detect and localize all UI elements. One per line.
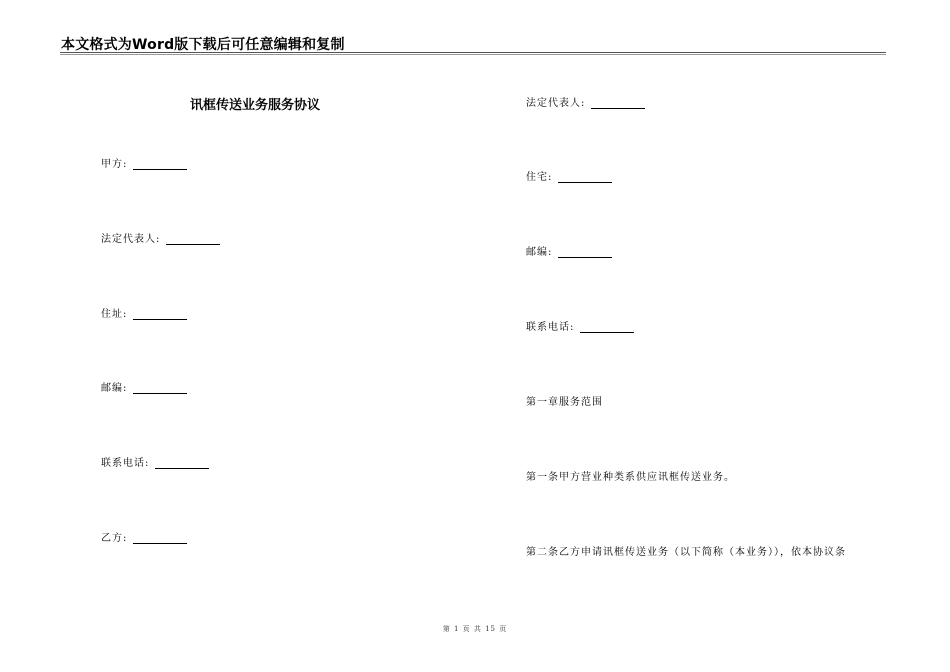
- field-label: 邮编:: [101, 383, 128, 394]
- blank-line: [133, 159, 187, 170]
- field-label: 联系电话:: [101, 458, 150, 469]
- field-label: 住宅:: [526, 172, 553, 183]
- header-rule: [60, 52, 886, 55]
- blank-line: [133, 533, 187, 544]
- blank-line: [133, 309, 187, 320]
- field-residence-b: [526, 168, 612, 183]
- field-label: 法定代表人:: [101, 234, 161, 245]
- field-party-a: [101, 155, 187, 170]
- article-paragraph: 第一条甲方营业种类系供应讯框传送业务。: [526, 472, 735, 483]
- field-legal-rep-b: [526, 94, 645, 109]
- field-label: 联系电话:: [526, 322, 575, 333]
- field-label: 住址:: [101, 309, 128, 320]
- blank-line: [133, 383, 187, 394]
- blank-line: [166, 234, 220, 245]
- field-phone-a: [101, 454, 209, 469]
- field-postcode-a: [101, 379, 187, 394]
- blank-line: [558, 172, 612, 183]
- field-legal-rep-a: [101, 230, 220, 245]
- field-label: 法定代表人:: [526, 98, 586, 109]
- page-footer: 第 1 页 共 15 页: [442, 625, 508, 633]
- field-postcode-b: [526, 243, 612, 258]
- field-label: 乙方:: [101, 533, 128, 544]
- field-party-b: [101, 529, 187, 544]
- chapter-heading: 第一章服务范围: [526, 397, 603, 408]
- field-label: 邮编:: [526, 247, 553, 258]
- field-address-a: [101, 305, 187, 320]
- header-text: 本文格式为Word版下载后可任意编辑和复制: [61, 37, 345, 53]
- blank-line: [558, 247, 612, 258]
- blank-line: [591, 98, 645, 109]
- field-label: 甲方:: [101, 159, 128, 170]
- field-phone-b: [526, 318, 634, 333]
- document-title: 讯框传送业务服务协议: [190, 98, 321, 113]
- blank-line: [155, 458, 209, 469]
- article-paragraph: 第二条乙方申请讯框传送业务（以下简称（本业务）），依本协议条: [526, 547, 846, 558]
- blank-line: [580, 322, 634, 333]
